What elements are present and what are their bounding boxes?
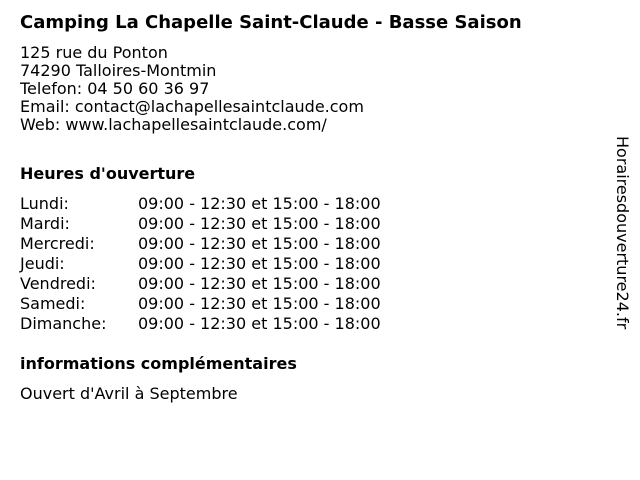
- website-url: Web: www.lachapellesaintclaude.com/: [20, 115, 327, 134]
- time-range: 09:00 - 12:30 et 15:00 - 18:00: [138, 314, 381, 333]
- day-label: Mercredi:: [20, 234, 95, 253]
- contact-block: [20, 44, 364, 134]
- time-range: 09:00 - 12:30 et 15:00 - 18:00: [138, 234, 381, 253]
- time-range: 09:00 - 12:30 et 15:00 - 18:00: [138, 194, 381, 213]
- time-range: 09:00 - 12:30 et 15:00 - 18:00: [138, 294, 381, 313]
- day-label: Mardi:: [20, 214, 70, 233]
- day-label: Samedi:: [20, 294, 86, 313]
- time-range: 09:00 - 12:30 et 15:00 - 18:00: [138, 214, 381, 233]
- opening-hours-heading: Heures d'ouverture: [20, 164, 196, 183]
- additional-info-heading: informations complémentaires: [20, 354, 297, 373]
- phone-number: Telefon: 04 50 60 36 97: [20, 79, 210, 98]
- day-label: Lundi:: [20, 194, 69, 213]
- address-city: 74290 Talloires-Montmin: [20, 61, 217, 80]
- day-label: Vendredi:: [20, 274, 96, 293]
- day-label: Dimanche:: [20, 314, 107, 333]
- additional-info-text: Ouvert d'Avril à Septembre: [20, 384, 238, 403]
- site-watermark: Horairesdouverture24.fr: [613, 136, 632, 330]
- time-range: 09:00 - 12:30 et 15:00 - 18:00: [138, 274, 381, 293]
- email-address: Email: contact@lachapellesaintclaude.com: [20, 97, 364, 116]
- page-title: Camping La Chapelle Saint-Claude - Basse Saison: [20, 12, 522, 33]
- address-street: 125 rue du Ponton: [20, 43, 168, 62]
- time-range: 09:00 - 12:30 et 15:00 - 18:00: [138, 254, 381, 273]
- day-label: Jeudi:: [20, 254, 65, 273]
